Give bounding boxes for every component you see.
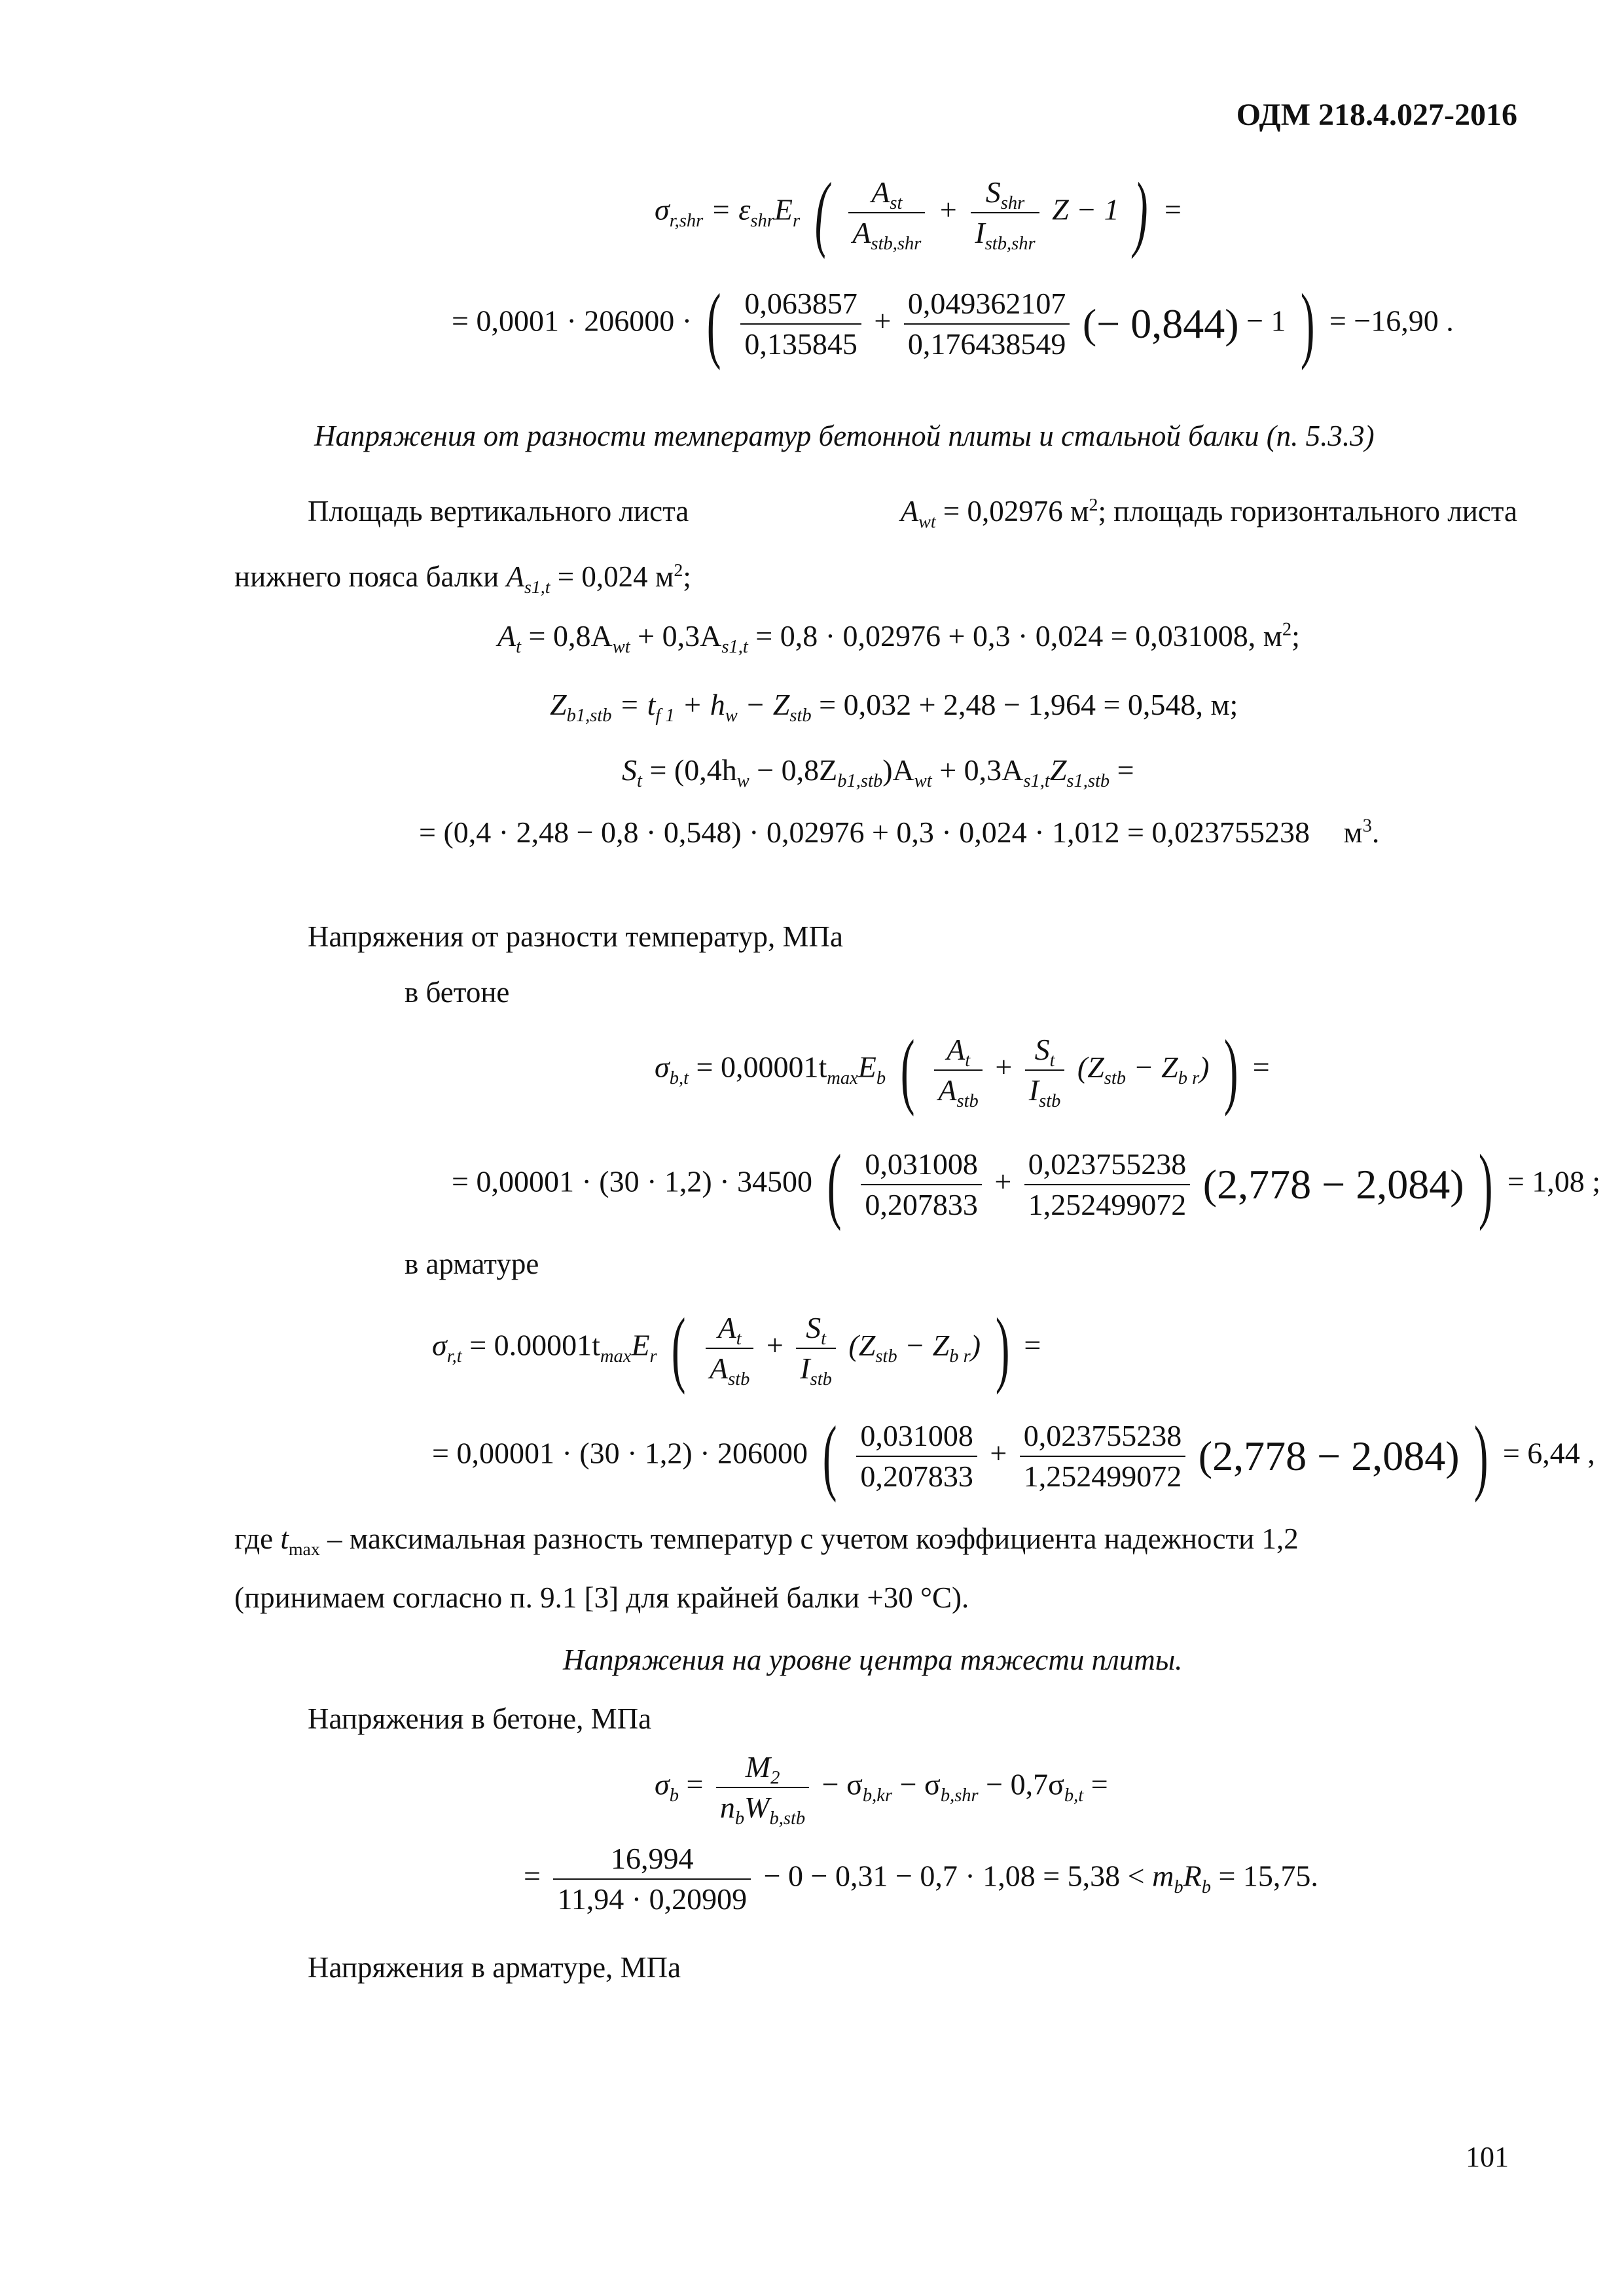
numerator: S [985,175,1001,209]
expression: = 0,8 · 0,02976 + 0,3 · 0,024 = 0,031008 [748,619,1248,653]
eq-sigma-r-shr-line2: = 0,0001 · 206000 · ( $\frac{0,063857}{0,135845}$ + $\frac{0,049362107}{0,176438549}$ (− 0,844) − 1 ) = −16,90 . [452,277,1454,371]
operator: = ε [710,192,751,226]
page-number: 101 [1466,2141,1509,2173]
operator: = [1162,192,1183,226]
fraction [861,1145,982,1225]
operator: = [1252,1050,1270,1084]
eq-sigma-r-t-line2: = 0,00001 · (30 · 1,2) · 206000 ( $\frac{0,031008}{0,207833}$ + $\frac{0,023755238}{1,252499072}$ (2,778 − 2,084) ) = 6,44 , [432,1409,1595,1503]
symbol: A [506,560,524,593]
expression: )A [882,753,914,787]
subscript: r [649,1346,657,1367]
expression: − σ [892,1767,941,1801]
symbol: A [497,619,516,653]
expression: = (0,4 · 2,48 − 0,8 · 0,548) · 0,02976 + 0,3 · 0,024 · 1,012 = 0,023755238 [419,816,1310,849]
expression: − Z [1126,1050,1178,1084]
expression: − 1 [1246,304,1286,338]
subscript: b [669,1785,679,1806]
result: = −16,90 . [1329,304,1454,338]
expression: − Z [897,1328,950,1362]
denominator: I [975,216,985,249]
subscript: max [600,1346,632,1367]
text-rebar-stress: Напряжения в арматуре, МПа [308,1951,681,1984]
text-concrete-stress: Напряжения в бетоне, МПа [308,1702,652,1735]
operator: + [937,192,958,226]
fraction [971,173,1039,253]
paren-right: ) [995,1301,1010,1395]
symbol: σ [655,1050,670,1084]
denominator: A [709,1352,729,1385]
subscript: b,stb [769,1808,806,1829]
symbol: Z [1049,753,1067,787]
text-in-rebar: в арматуре [405,1247,539,1280]
denominator: 11,94 · 0,20909 [557,1882,748,1916]
numerator: 0,031008 [856,1416,977,1457]
paren-left: ( [827,1138,842,1232]
expression: = 0,0001 · 206000 · [452,304,693,338]
subscript: b r [1178,1067,1200,1088]
eq-sigma-b-t-line2: = 0,00001 · (30 · 1,2) · 34500 ( $\frac{0,031008}{0,207833}$ + $\frac{0,023755238}{1,252499072}$ (2,778 − 2,084) ) = 1,08 ; [452,1138,1601,1232]
expression: = t [619,688,656,721]
symbol: S [622,753,637,787]
fraction [856,1416,977,1496]
denominator: 0,207833 [865,1188,978,1221]
eq-sigma-b-t-line1 [655,1023,1270,1117]
denominator: A [938,1073,957,1107]
denominator: 0,207833 [860,1460,973,1493]
expression: − σ [821,1767,863,1801]
numerator: S [1034,1033,1050,1066]
paragraph-area-line2: нижнего пояса балки $A_{s1,t} = 0,024$ $м^2$; [234,560,691,598]
paren-right: ) [1300,277,1315,371]
result: = 6,44 , [1502,1436,1595,1470]
subscript: 2 [770,1768,780,1789]
subscript: stb [1104,1067,1127,1088]
expression: (− 0,844) [1082,300,1239,347]
symbol: σ [655,1767,670,1801]
operator: = [686,1767,704,1801]
paragraph-tmax-line2: (принимаем согласно п. 9.1 [3] для крайней балки +30 °C). [234,1581,969,1614]
operator: + [995,1050,1013,1084]
paren-right: ) [1478,1138,1493,1232]
numerator: A [947,1033,965,1066]
numerator: M [745,1750,771,1784]
subscript: b1,stb [566,706,612,726]
numerator: A [717,1311,736,1344]
subscript: f 1 [655,706,675,726]
unit: м [1070,495,1089,528]
text: – максимальная разность температур с учетом коэффициента надежности 1,2 [319,1522,1299,1555]
symbol: Z [550,688,567,721]
numerator: 0,063857 [740,284,861,325]
subscript: b,t [1064,1785,1084,1806]
subscript: t [637,771,642,792]
text: ; [683,560,691,593]
text-in-concrete: в бетоне [405,976,510,1009]
numerator: 16,994 [553,1839,751,1880]
expression: + 0,3A [931,753,1024,787]
expression: = 0,00001 · (30 · 1,2) · 34500 [452,1164,813,1198]
numerator: S [806,1311,821,1344]
subscript: t [736,1329,742,1350]
subscript: t [1049,1050,1055,1071]
symbol: E [631,1328,650,1362]
symbol: R [1183,1859,1202,1893]
subscript: max [827,1067,858,1088]
subscript: w [736,771,749,792]
symbol: t [280,1522,289,1555]
section-heading: Напряжения от разности температур бетонной плиты и стальной балки (п. 5.3.3) [314,420,1375,452]
denominator: I [800,1352,810,1385]
denominator: n [719,1791,735,1824]
subscript: r,shr [669,210,704,231]
eq-sigma-b-line2 [524,1839,1318,1919]
value: = 0,024 м [557,560,674,593]
fraction [553,1839,751,1919]
subscript: shr [750,210,774,231]
subscript: b r [949,1346,971,1367]
symbol: m [1152,1859,1174,1893]
expression: = 0,00001 · (30 · 1,2) · 206000 [432,1436,808,1470]
fraction [716,1748,809,1827]
result: = 1,08 ; [1507,1164,1601,1198]
fraction [1025,1030,1065,1110]
expression: (Z [1077,1050,1104,1084]
fraction [1024,1145,1191,1225]
value: = 0,02976 [943,495,1063,528]
paren-left: ( [671,1301,686,1395]
symbol: σ [432,1328,447,1362]
fraction [934,1030,982,1110]
paragraph-area-line1: Площадь вертикального листа $A_{wt} = 0,02976$ $м^2$; площадь горизонтального листа [308,495,1517,532]
eq-sigma-r-shr-line1 [655,166,1183,260]
fraction [796,1308,836,1388]
eq-s-t-line2 [419,815,1379,850]
symbol: E [857,1050,876,1084]
subscript: stb [1039,1091,1061,1112]
paren-left: ( [822,1409,837,1503]
symbol: A [900,495,919,528]
eq-sigma-r-t-line1 [432,1301,1041,1395]
operator: = [1024,1328,1041,1362]
fraction [904,284,1070,364]
eq-a-t: $A_t = 0,8A_{wt} + 0,3A_{s1,t} = 0,8 \cdot 0,02976 + 0,3 \cdot 0,024 = 0,031008$, $м^2$; [497,619,1300,658]
subscript: st [890,193,903,214]
operator: = [1083,1767,1108,1801]
unit: , м [1248,619,1282,653]
paragraph-tmax-line1 [234,1522,1517,1560]
expression: + h [674,688,725,721]
eq-sigma-b-line1 [655,1748,1108,1827]
subscript: b [1201,1876,1211,1897]
paren-right: ) [1134,166,1148,260]
expression: ) [970,1328,981,1362]
subscript: b,kr [862,1785,893,1806]
paren-left: ( [900,1023,915,1117]
expression: (2,778 − 2,084) [1198,1433,1460,1479]
subscript: b [734,1808,745,1829]
text: где [234,1522,274,1555]
expression: = 0.00001t [469,1328,600,1362]
document-code: ОДМ 218.4.027-2016 [1236,98,1517,132]
expression: = 0,032 + 2,48 − 1,964 = 0,548 [811,688,1196,721]
text: Площадь вертикального листа [308,495,689,528]
numerator: 0,023755238 [1024,1145,1191,1185]
eq-z-b1-stb [550,687,1238,726]
subscript: stb [810,1369,832,1390]
text: ; площадь горизонтального листа [1098,495,1517,528]
subscript: wt [918,512,936,532]
subscript: w [725,706,738,726]
text: . [1371,816,1380,849]
expression: − Z [737,688,790,721]
operator: + [766,1328,784,1362]
subscript: b,shr [940,1785,979,1806]
text: нижнего пояса балки [234,560,499,593]
subscript: s1,stb [1066,771,1110,792]
expression: (2,778 − 2,084) [1202,1161,1464,1208]
text-temp-stresses: Напряжения от разности температур, МПа [308,920,844,953]
paren-left: ( [814,166,829,260]
subscript: shr [1000,193,1025,214]
subscript: b1,stb [837,771,883,792]
paren-right: ) [1223,1023,1238,1117]
denominator: 1,252499072 [1028,1188,1187,1221]
symbol: E [774,192,793,226]
subscript: s1,t [1023,771,1050,792]
numerator: 0,031008 [861,1145,982,1185]
expression: − 0 − 0,31 − 0,7 · 1,08 = 5,38 < [763,1859,1145,1893]
expression: − 0,8Z [749,753,838,787]
subscript: t [516,637,522,658]
expression: = (0,4h [649,753,737,787]
fraction [740,284,861,364]
paren-right: ) [1473,1409,1489,1503]
expression: ) [1199,1050,1210,1084]
denominator: I [1028,1073,1039,1107]
section-heading-slab: Напряжения на уровне центра тяжести плиты. [563,1643,1183,1676]
subscript: b [876,1067,886,1088]
subscript: r [792,210,801,231]
unit: , м; [1195,688,1238,721]
unit: м [1343,816,1363,849]
symbol: σ [655,192,670,226]
result: = 15,75. [1210,1859,1318,1893]
paren-left: ( [706,277,721,371]
subscript: t [965,1050,971,1071]
fraction [848,173,925,253]
subscript: stb [728,1369,750,1390]
expression: (Z [848,1328,876,1362]
expression: = 0,8A [528,619,613,653]
subscript: t [821,1329,827,1350]
eq-s-t-line1 [622,753,1134,792]
fraction [1020,1416,1186,1496]
denominator: 1,252499072 [1023,1460,1182,1493]
denominator: 0,135845 [744,327,857,361]
operator: = [524,1859,541,1893]
subscript: s1,t [721,637,748,658]
expression: + 0,3A [630,619,722,653]
subscript: r,t [446,1346,462,1367]
numerator: 0,023755238 [1020,1416,1186,1457]
denominator: A [852,216,871,249]
subscript: b,t [669,1067,689,1088]
superscript: 3 [1362,816,1372,836]
subscript: wt [612,637,630,658]
subscript: stb [875,1346,897,1367]
subscript: max [288,1539,320,1560]
subscript: s1,t [524,577,550,598]
text: ; [1291,619,1300,653]
expression: Z − 1 [1052,192,1119,226]
subscript: stb [956,1091,979,1112]
expression: = 0,00001t [696,1050,827,1084]
subscript: stb,shr [871,234,922,255]
subscript: stb,shr [984,234,1036,255]
denominator: 0,176438549 [907,327,1066,361]
operator: = [1110,753,1134,787]
subscript: wt [914,771,932,792]
subscript: b [1174,1876,1183,1897]
numerator: A [871,175,890,209]
denominator: W [744,1791,770,1824]
numerator: 0,049362107 [904,284,1070,325]
fraction [706,1308,753,1388]
subscript: stb [789,706,812,726]
expression: − 0,7σ [978,1767,1064,1801]
